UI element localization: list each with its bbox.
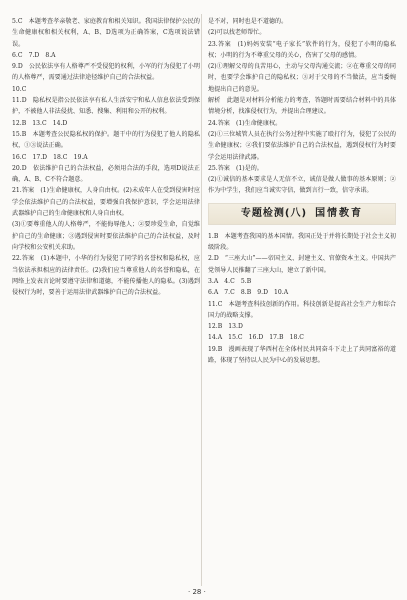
right-column-top: [208, 16, 396, 197]
answer-paragraph: 11.C 本题考查科技创新的作用。科技创新是提高社会生产力和综合国力的战略支撑。: [208, 300, 396, 319]
answer-paragraph: 1.B 本题考查我国的基本国情。我国正处于并将长期处于社会主义初级阶段。: [208, 232, 396, 252]
answer-paragraph: 3.A 4.C 5.B: [208, 277, 252, 285]
answer-paragraph: (2)可以找老师帮忙。: [208, 29, 266, 37]
section-banner: [208, 203, 396, 225]
column-divider: [201, 14, 202, 586]
answer-paragraph: (2)①理解父母的良苦用心，主动与父母沟通交流；②在尊重父母的同时，也要学会维护自己的隐私权；③对于父母的不当做法，应当委婉地提出自己的意见。: [208, 63, 396, 93]
answer-paragraph: 12.B 13.D: [208, 323, 243, 331]
page-number: · 28 ·: [188, 588, 206, 596]
answer-paragraph: 6.C 7.D 8.A: [12, 51, 56, 59]
answer-paragraph: 22.答案 (1)本题中，小华的行为侵犯了同学的名誉权和隐私权，应当依法承担相应的法律责任。(2)我们应当尊重他人的名誉和隐私，在网络上发表言论时要遵守法律和道德，不能传播他人的隐私。(3)遇到侵权行为时，要善于运用法律武器维护自己的合法权益。: [12, 255, 200, 297]
answer-paragraph: 14.A 15.C 16.D 17.B 18.C: [208, 334, 304, 342]
answer-paragraph: 24.答案 (1)生命健康权。: [208, 119, 282, 127]
answer-paragraph: 6.A 7.C 8.B 9.D 10.A: [208, 289, 289, 297]
answer-paragraph: 15.B 本题考查公民隐私权的保护。题干中的行为侵犯了他人的隐私权，①③说法正确。: [12, 130, 200, 150]
banner-title: 专题检测(八): [240, 208, 308, 220]
answer-paragraph: 19.B 漫画表现了华西村在全体村民共同奋斗下走上了共同富裕的道路，体现了坚持以人民为中心的发展思想。: [208, 345, 396, 365]
answer-paragraph: (3)①要尊重他人的人格尊严，不能侮辱他人；②要珍爱生命，自觉维护自己的生命健康；③遇到侵害时要依法维护自己的合法权益，及时向学校和公安机关求助。: [12, 221, 200, 251]
answer-paragraph: 11.D 隐私权是指公民依法享有私人生活安宁和私人信息依法受到保护，不被他人非法侵扰、知悉、搜集、利用和公开的权利。: [12, 97, 200, 116]
answer-paragraph: (2)①三位城管人员在执行公务过程中实施了殴打行为，侵犯了公民的生命健康权；②我们要依法维护自己的合法权益，遇到侵权行为时要学会运用法律武器。: [208, 130, 396, 161]
answer-paragraph: 解析 此题是对材料分析能力的考查，答题时需要结合材料中的具体情境分析，找准侵权行为，并提出合理建议。: [208, 97, 396, 116]
banner-subtitle: 国情教育: [315, 208, 364, 220]
answer-paragraph: 是不对，同时也是不道德的。: [208, 18, 288, 25]
answer-paragraph: 10.C: [12, 85, 27, 93]
answer-paragraph: 5.C 本题考查孝亲敬老、家庭教育和相关知识。我国法律保护公民的生命健康权和相关权利，A、B、D选项为正确答案，C选项说法错误。: [12, 18, 200, 48]
answer-paragraph: 2.D “三座大山”——帝国主义、封建主义、官僚资本主义。中国共产党领导人民推翻了三座大山，建立了新中国。: [208, 255, 396, 274]
answer-paragraph: 9.D 公民依法享有人格尊严不受侵犯的权利，小军的行为侵犯了小明的人格尊严，需要通过法律途径维护自己的合法权益。: [12, 63, 200, 82]
answer-paragraph: 23.答案 (1)妈妈安装“电子家长”软件的行为，侵犯了小明的隐私权；小明的行为不尊重父母的关心，伤害了父母的感情。: [208, 40, 396, 59]
left-column: [12, 16, 200, 590]
answer-paragraph: 21.答案 (1)生命健康权，人身自由权。(2)未成年人在受到侵害时应学会依法维护自己的合法权益，要增强自我保护意识，学会运用法律武器维护自己的生命健康权和人身自由权。: [12, 187, 200, 218]
right-column-bottom: [208, 231, 396, 367]
right-column: [208, 16, 396, 590]
answer-paragraph: 12.B 13.C 14.D: [12, 119, 68, 127]
answer-paragraph: 25.答案 (1)是的。: [208, 164, 263, 172]
answer-paragraph: 20.D 依法维护自己的合法权益，必须用合法的手段，选项D说法正确，A、B、C不符合题意。: [12, 164, 200, 184]
answer-paragraph: (2)①诚信的基本要求是人无信不立，诚信是做人做事的基本原则；②作为中学生，我们应当诚实守信，做到言行一致，信守承诺。: [208, 176, 396, 195]
answer-paragraph: 16.C 17.D 18.C 19.A: [12, 153, 88, 161]
